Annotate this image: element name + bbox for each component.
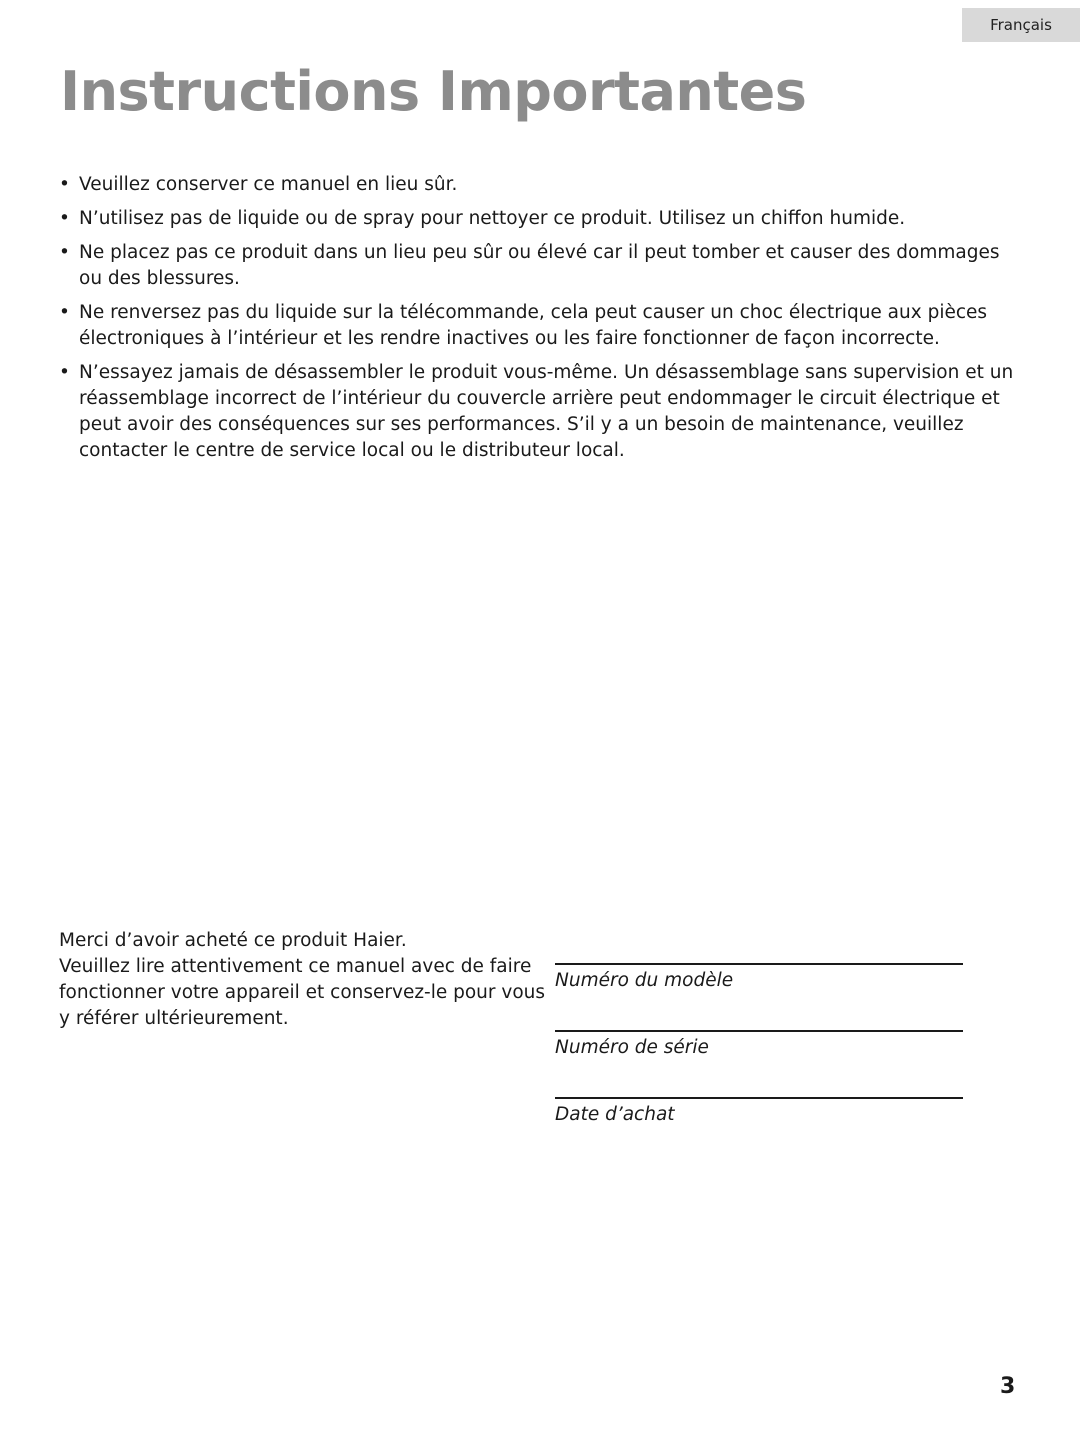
model-number-label: Numéro du modèle — [555, 970, 734, 991]
bullet-icon: • — [59, 242, 70, 263]
record-fields — [555, 963, 963, 1164]
instruction-text: Ne renversez pas du liquide sur la télécommande, cela peut causer un choc électrique aux pièces électroniques à l’intérieur et les rendre inactives ou les faire fonctionner de façon incorrecte. — [79, 302, 988, 349]
instruction-text: Ne placez pas ce produit dans un lieu peu sûr ou élevé car il peut tomber et causer des dommages ou des blessures. — [79, 242, 1000, 289]
bullet-icon: • — [59, 362, 70, 383]
thank-you-note — [59, 928, 549, 1032]
thank-you-line: Merci d’avoir acheté ce produit Haier. — [59, 930, 407, 951]
bullet-icon: • — [59, 302, 70, 323]
instruction-text: N’utilisez pas de liquide ou de spray pour nettoyer ce produit. Utilisez un chiffon humide. — [79, 208, 906, 229]
list-item — [57, 172, 1027, 198]
bullet-icon: • — [59, 208, 70, 229]
purchase-date-field — [555, 1097, 963, 1162]
instruction-text: Veuillez conserver ce manuel en lieu sûr. — [79, 174, 458, 195]
list-item — [57, 206, 1027, 232]
list-item — [57, 240, 1027, 292]
language-tab: Français — [962, 8, 1080, 42]
serial-number-label: Numéro de série — [555, 1037, 709, 1058]
page-number: 3 — [1000, 1374, 1016, 1399]
read-manual-line: Veuillez lire attentivement ce manuel avec de faire fonctionner votre appareil et conservez-le pour vous y référer ultérieurement. — [59, 956, 546, 1029]
instruction-text: N’essayez jamais de désassembler le produit vous-même. Un désassemblage sans supervision et un réassemblage incorrect de l’intérieur du couvercle arrière peut endommager le circuit électrique et peut avoir des conséquences sur ses performances. S’il y a un besoin de maintenance, veuillez contacter le centre de service local ou le distributeur local. — [79, 362, 1014, 461]
list-item — [57, 360, 1027, 464]
bullet-icon: • — [59, 174, 70, 195]
instruction-list — [57, 172, 1027, 472]
serial-number-field — [555, 1030, 963, 1095]
model-number-field — [555, 963, 963, 1028]
list-item — [57, 300, 1027, 352]
page-title: Instructions Importantes — [60, 60, 807, 123]
purchase-date-label: Date d’achat — [555, 1104, 675, 1125]
